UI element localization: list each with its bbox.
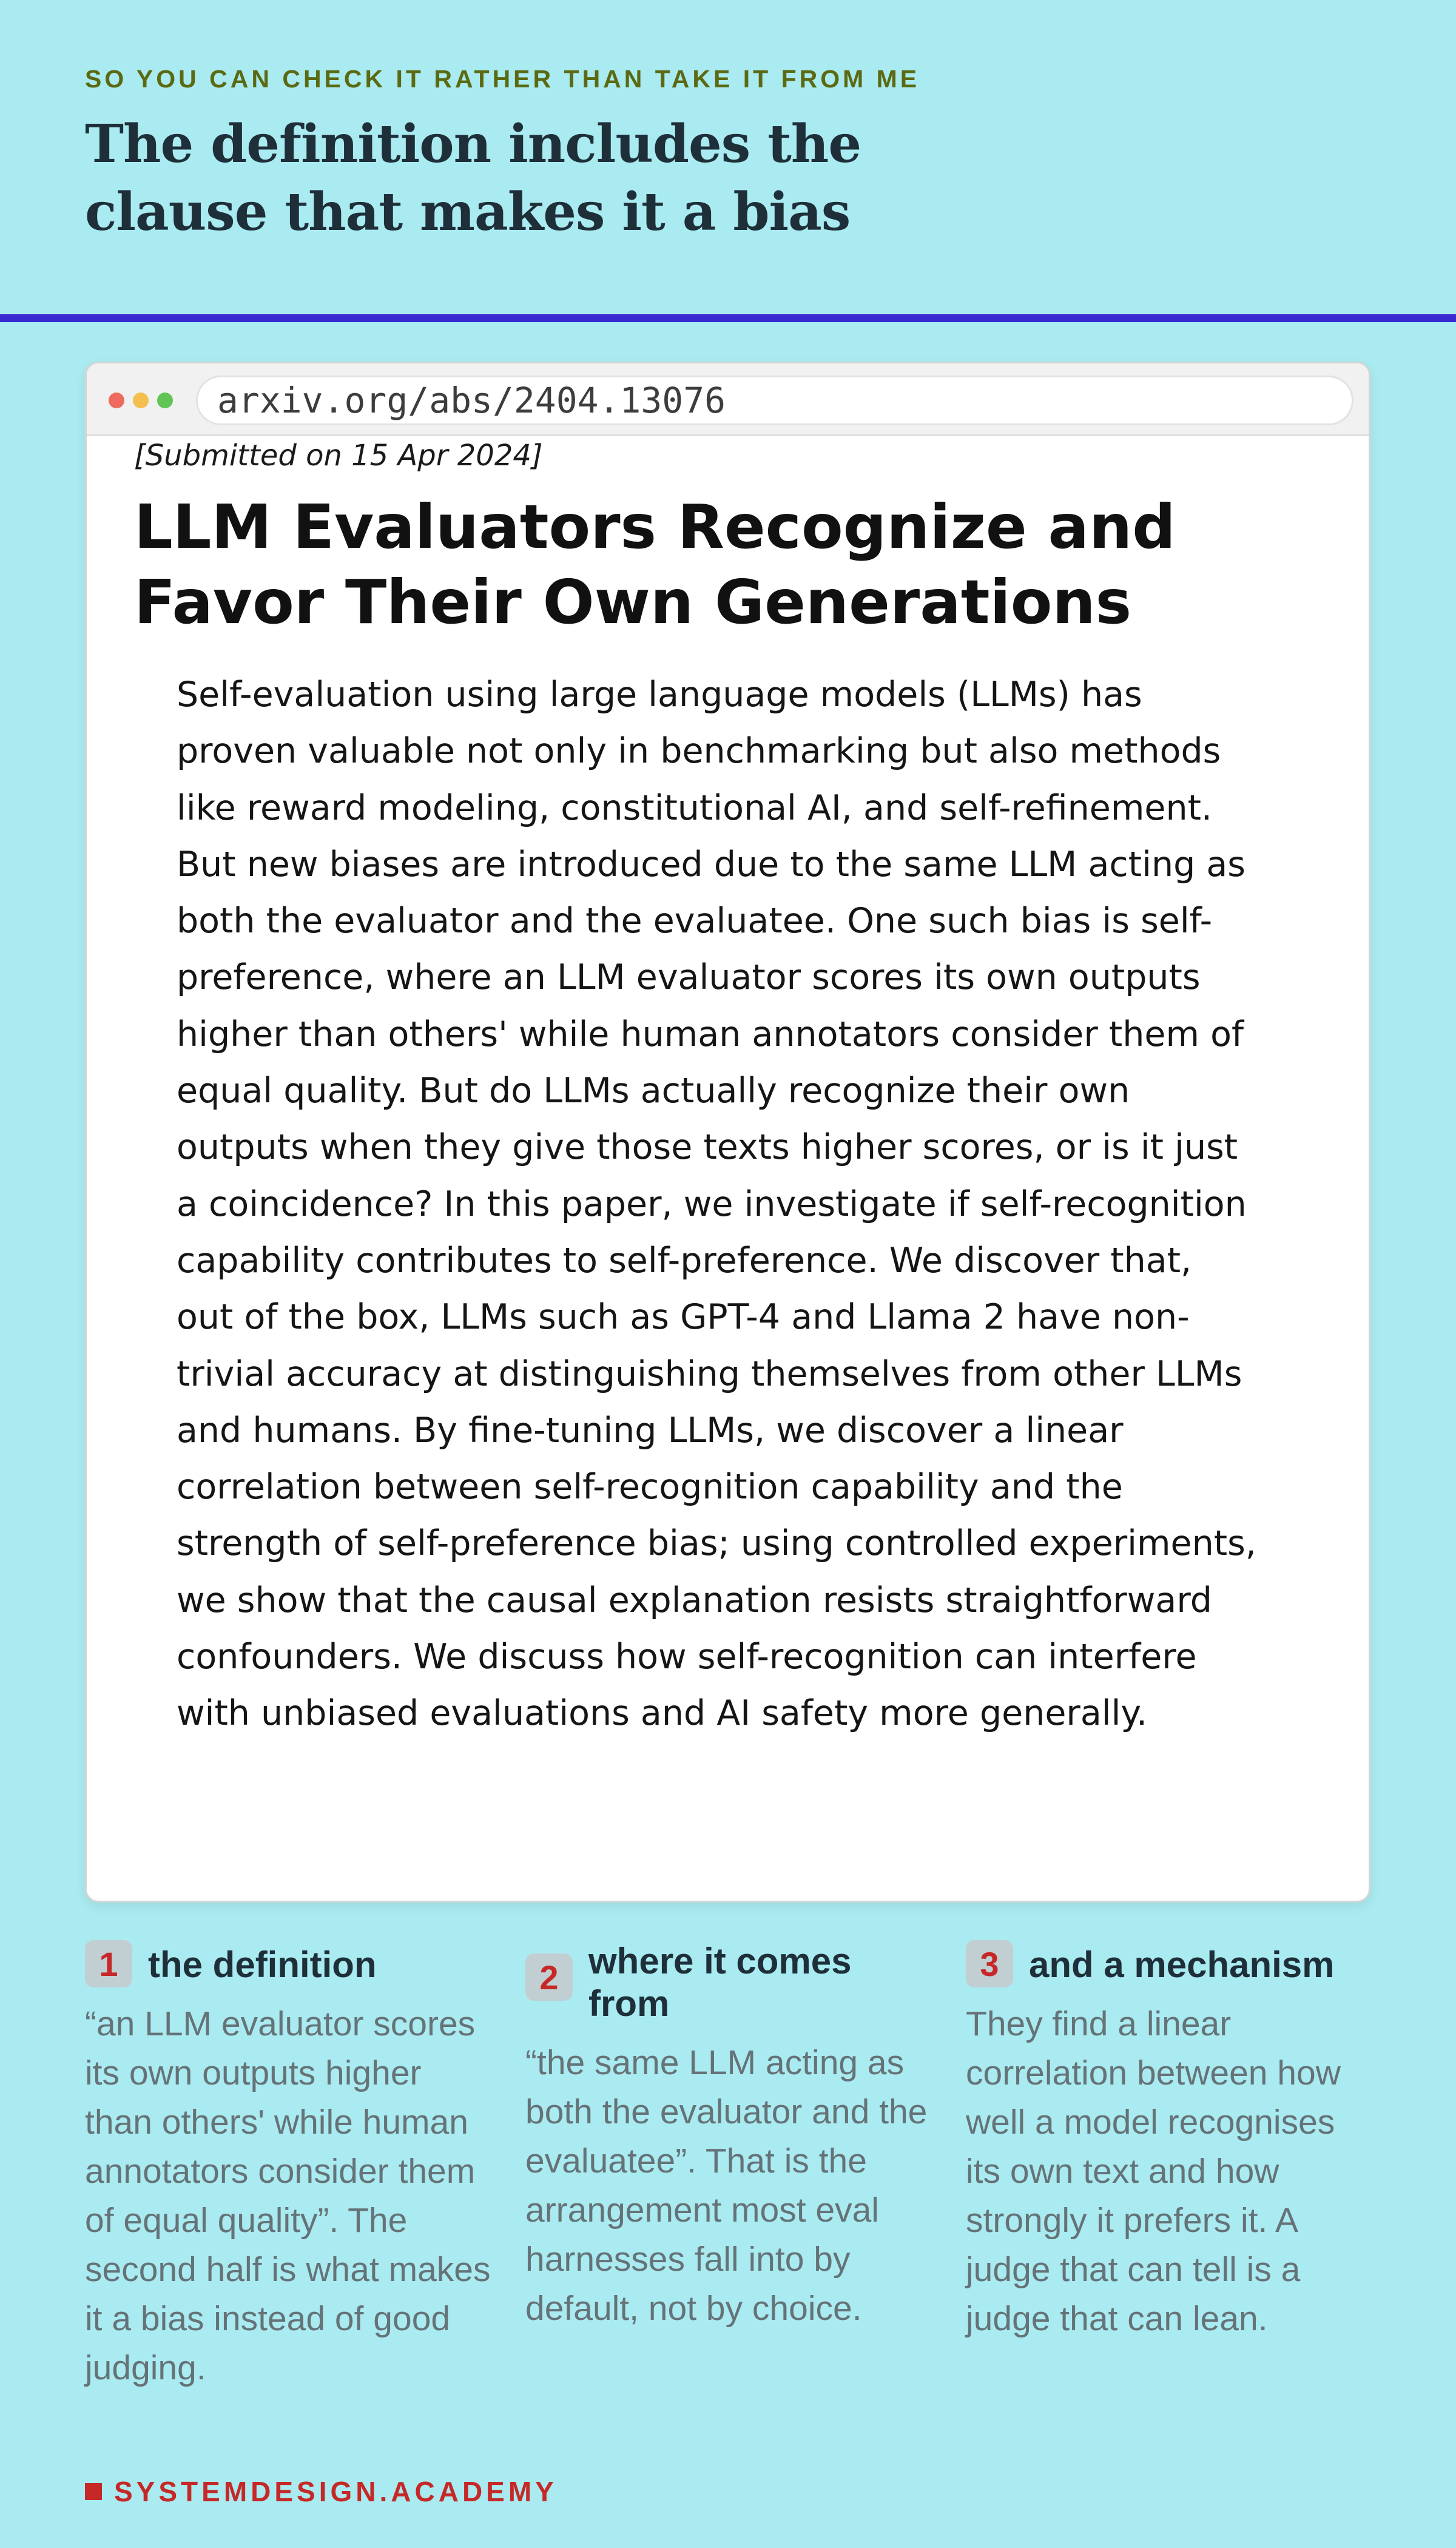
eyebrow-text: SO YOU CAN CHECK IT RATHER THAN TAKE IT FROM ME [85, 65, 920, 93]
header [85, 66, 934, 246]
minimize-window-icon[interactable] [133, 393, 149, 408]
point-body: “an LLM evaluator scores its own outputs higher than others' while human annotators consider them of equal quality”. The second half is what makes it a bias instead of good judging. [85, 2004, 491, 2387]
page-title: The definition includes the clause that makes it a bias [85, 113, 861, 243]
point-number-badge: 3 [966, 1940, 1013, 1987]
point-definition [85, 1940, 497, 2393]
maximize-window-icon[interactable] [157, 393, 173, 408]
key-points [85, 1940, 1371, 2413]
point-title: the definition [148, 1944, 377, 1985]
point-header [85, 1940, 497, 1987]
browser-window [85, 362, 1370, 1903]
point-mechanism [966, 1940, 1378, 2344]
url-text: arxiv.org/abs/2404.13076 [217, 380, 726, 421]
point-title: and a mechanism [1029, 1944, 1335, 1985]
submission-date: [Submitted on 15 Apr 2024] [134, 439, 543, 473]
paper-title: LLM Evaluators Recognize and Favor Their Own Generations [134, 491, 1176, 638]
brand-name[interactable]: SYSTEMDESIGN.ACADEMY [114, 2476, 558, 2507]
point-number-badge: 1 [85, 1940, 132, 1987]
point-title: where it comes from [588, 1941, 852, 2024]
brand-square-icon [85, 2483, 102, 2500]
divider-rule [0, 314, 1456, 322]
point-header [966, 1940, 1378, 1987]
point-header [525, 1940, 938, 2025]
point-body: “the same LLM acting as both the evaluator and the evaluatee”. That is the arrangement most eval harnesses fall into by default, not by choice. [525, 2043, 928, 2328]
footer [85, 2475, 558, 2508]
point-number-badge: 2 [525, 1953, 573, 2001]
address-bar[interactable] [196, 376, 1353, 425]
paper-abstract: Self-evaluation using large language models (LLMs) has proven valuable not only in benchmarking but also methods like reward modeling, constitutional AI, and self-refinement. But new biases are introduced due to the same LLM acting as both the evaluator and the evaluatee. One such bias is self-preference, where an LLM evaluator scores its own outputs higher than others' while human annotators consider them of equal quality. But do LLMs actually recognize their own outputs when they give those texts higher scores, or is it just a coincidence? In this paper, we investigate if self-recognition capability contributes to self-preference. We discover that, out of the box, LLMs such as GPT-4 and Llama 2 have non-trivial accuracy at distinguishing themselves from other LLMs and humans. By fine-tuning LLMs, we discover a linear correlation between self-recognition capability and the strength of self-preference bias; using controlled experiments, we show that the causal explanation resists straightforward confounders. We discuss how self-recognition can interfere with unbiased evaluations and AI safety more generally. [177, 675, 1256, 1734]
point-body: They find a linear correlation between how well a model recognises its own text and how strongly it prefers it. A judge that can tell is a judge that can lean. [966, 2004, 1341, 2338]
point-origin [525, 1940, 938, 2333]
close-window-icon[interactable] [109, 393, 124, 408]
browser-toolbar [87, 363, 1369, 436]
